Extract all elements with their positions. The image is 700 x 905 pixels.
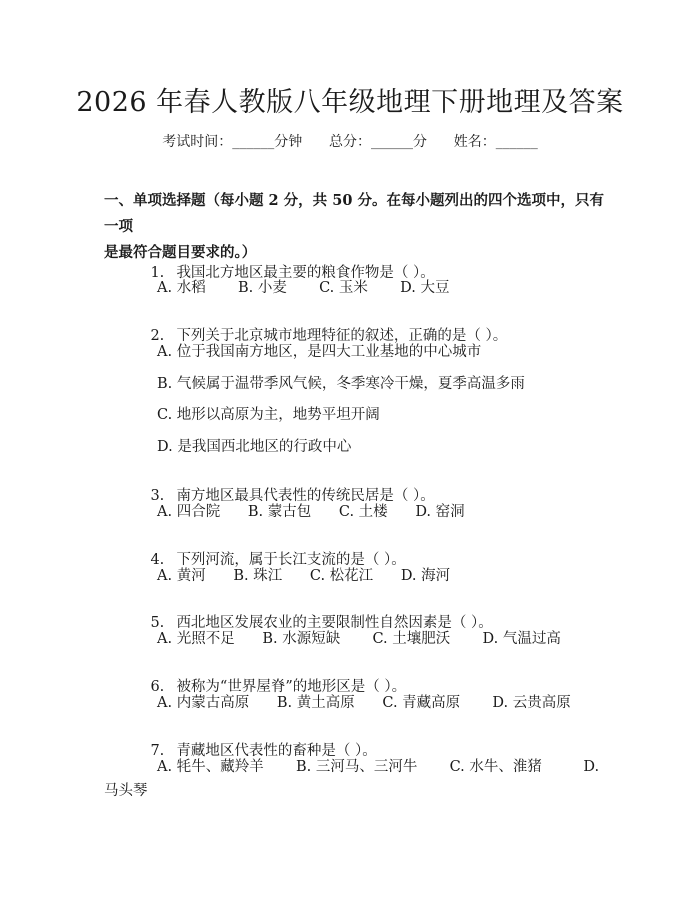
document-title: 2026 年春人教版八年级地理下册地理及答案 bbox=[76, 87, 624, 118]
question-5-options: A. 光照不足 B. 水源短缺 C. 土壤肥沃 D. 气温过高 bbox=[157, 631, 561, 647]
question-1-options: A. 水稻 B. 小麦 C. 玉米 D. 大豆 bbox=[157, 280, 450, 296]
question-text: 下列河流，属于长江支流的是（ ）。 bbox=[176, 552, 406, 568]
question-4-options: A. 黄河 B. 珠江 C. 松花江 D. 海河 bbox=[157, 568, 451, 584]
question-number: 4. bbox=[150, 552, 165, 568]
question-number: 7. bbox=[150, 743, 165, 759]
question-2-option-d: D. 是我国西北地区的行政中心 bbox=[157, 439, 352, 455]
question-number: 5. bbox=[150, 615, 165, 631]
question-text: 西北地区发展农业的主要限制性自然因素是（ ）。 bbox=[176, 615, 493, 631]
question-number: 6. bbox=[150, 679, 165, 695]
section-heading-line-1: 一、单项选择题（每小题 2 分，共 50 分。在每小题列出的四个选项中，只有一项 bbox=[104, 192, 604, 235]
question-7-options: A. 牦牛、藏羚羊 B. 三河马、三河牛 C. 水牛、淮猪 D. bbox=[157, 759, 600, 775]
question-text: 被称为“世界屋脊”的地形区是（ ）。 bbox=[176, 679, 407, 695]
question-number: 1. bbox=[150, 265, 165, 281]
question-7-options-wrap: 马头琴 bbox=[104, 783, 148, 799]
question-text: 南方地区最具代表性的传统民居是（ ）。 bbox=[176, 488, 435, 504]
question-text: 青藏地区代表性的畜种是（ ）。 bbox=[176, 743, 377, 759]
question-6-options: A. 内蒙古高原 B. 黄土高原 C. 青藏高原 D. 云贵高原 bbox=[157, 695, 571, 711]
question-number: 3. bbox=[150, 488, 165, 504]
exam-info-line: 考试时间：______分钟 总分：______分 姓名：______ bbox=[162, 134, 538, 150]
question-2-option-b: B. 气候属于温带季风气候，冬季寒冷干燥，夏季高温多雨 bbox=[157, 376, 525, 392]
question-number: 2. bbox=[150, 328, 165, 344]
question-2-option-a: A. 位于我国南方地区，是四大工业基地的中心城市 bbox=[157, 344, 482, 360]
question-text: 下列关于北京城市地理特征的叙述，正确的是（ ）。 bbox=[176, 328, 508, 344]
question-2-option-c: C. 地形以高原为主，地势平坦开阔 bbox=[157, 407, 380, 423]
question-3-options: A. 四合院 B. 蒙古包 C. 土楼 D. 窑洞 bbox=[157, 504, 465, 520]
question-text: 我国北方地区最主要的粮食作物是（ ）。 bbox=[176, 265, 435, 281]
section-heading-line-2: 是最符合题目要求的。） bbox=[104, 244, 257, 261]
